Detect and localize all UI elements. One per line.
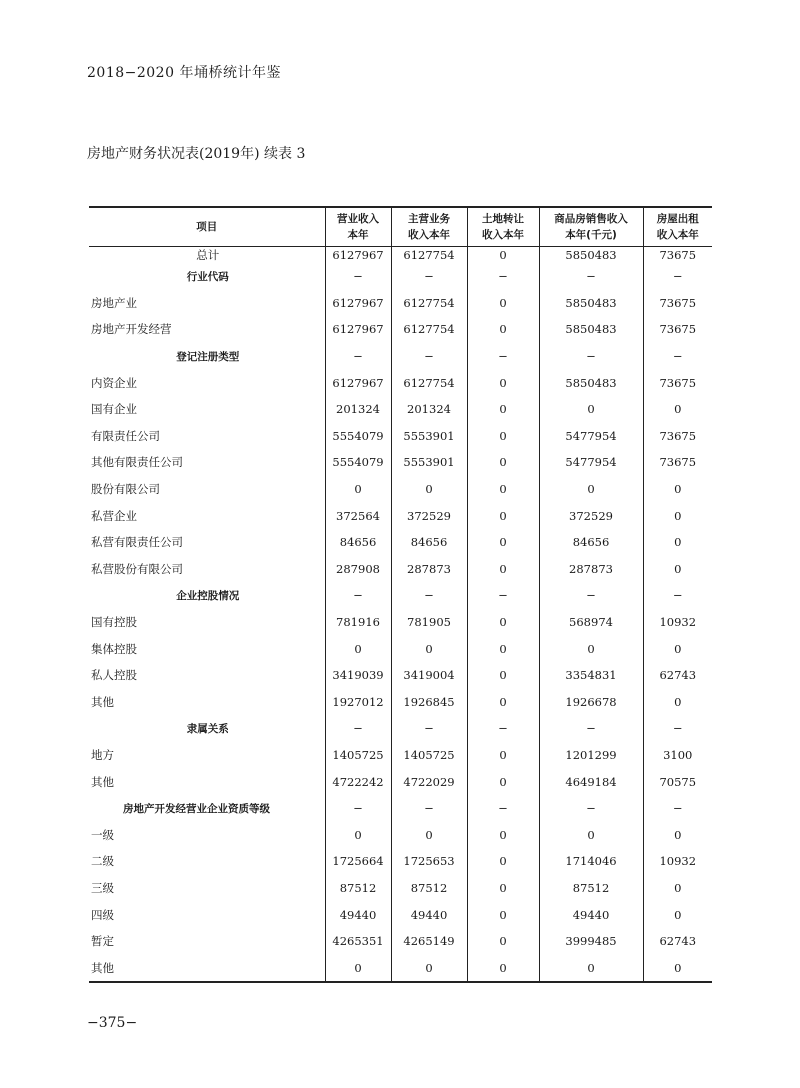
table-cell: 0: [325, 635, 391, 662]
table-cell: 4722242: [325, 768, 391, 795]
table-cell: −: [539, 715, 643, 742]
table-cell: 5850483: [539, 316, 643, 343]
table-row: [89, 476, 712, 503]
table-cell: −: [391, 582, 467, 609]
table-cell: 49440: [391, 901, 467, 928]
table-cell: 0: [467, 689, 539, 716]
row-label: 隶属关系: [186, 722, 229, 735]
table-cell: 287908: [325, 556, 391, 583]
row-label: 总计: [196, 248, 220, 262]
table-header-row: [89, 207, 712, 247]
table-cell: 87512: [325, 875, 391, 902]
column-header-land-transfer-revenue: 土地转让 收入本年: [467, 207, 539, 247]
table-cell: 6127967: [325, 290, 391, 317]
table-cell: −: [539, 795, 643, 822]
column-header-main-business-revenue: 主营业务 收入本年: [391, 207, 467, 247]
table-cell: 4265351: [325, 928, 391, 955]
table-cell: 49440: [539, 901, 643, 928]
table-cell: 6127754: [391, 369, 467, 396]
table-cell: 201324: [391, 396, 467, 423]
table-cell: 87512: [539, 875, 643, 902]
column-header-operating-revenue: 营业收入 本年: [325, 207, 391, 247]
table-cell: 62743: [643, 928, 712, 955]
row-label: 地方: [91, 747, 114, 762]
table-cell: 10932: [643, 609, 712, 636]
table-cell: 0: [391, 476, 467, 503]
table-cell: 0: [467, 662, 539, 689]
table-cell: 0: [539, 476, 643, 503]
table-cell: 62743: [643, 662, 712, 689]
table-cell: 287873: [539, 556, 643, 583]
table-cell: 4722029: [391, 768, 467, 795]
table-row: [89, 582, 712, 609]
table-cell: 0: [643, 635, 712, 662]
table-row: [89, 609, 712, 636]
table-row: [89, 449, 712, 476]
table-cell: −: [539, 263, 643, 290]
table-cell: 5850483: [539, 290, 643, 317]
table-row: [89, 247, 712, 264]
table-cell: −: [467, 715, 539, 742]
table-cell: −: [391, 795, 467, 822]
table-cell: 0: [467, 529, 539, 556]
row-label: 二级: [91, 854, 114, 869]
table-row: [89, 556, 712, 583]
real-estate-finance-table: [89, 206, 712, 983]
table-cell: −: [539, 582, 643, 609]
table-cell: 0: [539, 821, 643, 848]
table-cell: 781916: [325, 609, 391, 636]
table-cell: 84656: [325, 529, 391, 556]
table-cell: 3999485: [539, 928, 643, 955]
table-cell: 1725653: [391, 848, 467, 875]
table-title: 房地产财务状况表(2019年) 续表 3: [87, 146, 306, 162]
table-cell: 0: [467, 768, 539, 795]
table-cell: 0: [467, 901, 539, 928]
table-cell: 0: [467, 875, 539, 902]
table-cell: 0: [467, 609, 539, 636]
table-row: [89, 423, 712, 450]
table-cell: −: [325, 795, 391, 822]
table-cell: −: [467, 263, 539, 290]
row-label: 国有企业: [91, 402, 137, 417]
table-cell: 6127754: [391, 247, 467, 264]
table-cell: 5554079: [325, 423, 391, 450]
data-table-container: [89, 206, 712, 983]
row-label: 内资企业: [91, 375, 137, 390]
table-cell: 0: [467, 742, 539, 769]
row-label: 其他: [91, 774, 114, 789]
table-cell: 0: [467, 247, 539, 264]
table-cell: 87512: [391, 875, 467, 902]
table-row: [89, 343, 712, 370]
row-label: 国有控股: [91, 615, 137, 630]
table-cell: 568974: [539, 609, 643, 636]
running-head: 2018−2020 年埇桥统计年鉴: [87, 65, 281, 81]
table-body: [89, 247, 712, 983]
table-cell: 10932: [643, 848, 712, 875]
table-row: [89, 928, 712, 955]
row-label: 集体控股: [91, 641, 137, 656]
table-cell: 287873: [391, 556, 467, 583]
table-cell: 6127967: [325, 247, 391, 264]
table-cell: 6127754: [391, 316, 467, 343]
table-row: [89, 263, 712, 290]
row-label: 三级: [91, 880, 114, 895]
row-label: 股份有限公司: [91, 482, 160, 497]
page-number: −375−: [87, 1015, 138, 1031]
table-row: [89, 689, 712, 716]
row-label: 行业代码: [186, 270, 229, 283]
table-cell: 3419004: [391, 662, 467, 689]
row-label: 房地产开发经营业企业资质等级: [123, 802, 270, 815]
table-cell: 0: [643, 875, 712, 902]
table-cell: 3419039: [325, 662, 391, 689]
table-cell: −: [325, 343, 391, 370]
row-label: 房地产业: [91, 295, 137, 310]
table-row: [89, 502, 712, 529]
table-cell: 73675: [643, 316, 712, 343]
table-cell: 0: [643, 476, 712, 503]
table-cell: −: [467, 582, 539, 609]
table-cell: −: [643, 343, 712, 370]
table-cell: 0: [325, 476, 391, 503]
row-label: 暂定: [91, 934, 114, 949]
table-cell: 0: [539, 396, 643, 423]
table-row: [89, 635, 712, 662]
table-cell: 0: [325, 821, 391, 848]
table-cell: 73675: [643, 290, 712, 317]
table-cell: 0: [467, 635, 539, 662]
row-label: 私人控股: [91, 668, 137, 683]
table-cell: 73675: [643, 247, 712, 264]
table-cell: 1927012: [325, 689, 391, 716]
row-label: 其他: [91, 694, 114, 709]
table-cell: 73675: [643, 423, 712, 450]
table-cell: 1405725: [325, 742, 391, 769]
table-row: [89, 662, 712, 689]
table-cell: 372564: [325, 502, 391, 529]
table-cell: 0: [467, 316, 539, 343]
column-header-item: 项目: [89, 207, 325, 247]
table-cell: 6127967: [325, 369, 391, 396]
table-cell: 84656: [391, 529, 467, 556]
table-cell: 1201299: [539, 742, 643, 769]
table-cell: 0: [643, 396, 712, 423]
table-row: [89, 795, 712, 822]
table-cell: 0: [391, 954, 467, 982]
table-cell: 372529: [391, 502, 467, 529]
table-cell: −: [643, 795, 712, 822]
table-row: [89, 768, 712, 795]
table-cell: 0: [643, 689, 712, 716]
table-row: [89, 290, 712, 317]
table-cell: −: [643, 582, 712, 609]
table-cell: 1714046: [539, 848, 643, 875]
table-cell: −: [643, 715, 712, 742]
table-cell: −: [467, 343, 539, 370]
table-cell: 0: [643, 502, 712, 529]
table-row: [89, 529, 712, 556]
table-cell: 3354831: [539, 662, 643, 689]
table-cell: −: [325, 715, 391, 742]
table-row: [89, 875, 712, 902]
table-cell: 0: [643, 529, 712, 556]
table-cell: 6127967: [325, 316, 391, 343]
table-cell: 5477954: [539, 423, 643, 450]
table-cell: 1926678: [539, 689, 643, 716]
table-cell: 0: [391, 635, 467, 662]
table-cell: 0: [643, 556, 712, 583]
table-cell: 1725664: [325, 848, 391, 875]
table-cell: −: [325, 582, 391, 609]
table-cell: −: [325, 263, 391, 290]
table-cell: 84656: [539, 529, 643, 556]
table-cell: 0: [467, 821, 539, 848]
row-label: 一级: [91, 827, 114, 842]
table-cell: 0: [467, 396, 539, 423]
column-header-commodity-housing-sales: 商品房销售收入 本年(千元): [539, 207, 643, 247]
table-cell: 0: [467, 476, 539, 503]
table-row: [89, 901, 712, 928]
table-cell: 201324: [325, 396, 391, 423]
table-cell: 73675: [643, 449, 712, 476]
column-header-rental-revenue: 房屋出租 收入本年: [643, 207, 712, 247]
table-cell: 4265149: [391, 928, 467, 955]
table-cell: 49440: [325, 901, 391, 928]
table-cell: 0: [539, 635, 643, 662]
table-cell: 5553901: [391, 449, 467, 476]
table-cell: 0: [325, 954, 391, 982]
table-cell: 5477954: [539, 449, 643, 476]
row-label: 私营企业: [91, 508, 137, 523]
table-cell: −: [539, 343, 643, 370]
table-cell: −: [643, 263, 712, 290]
table-cell: 0: [467, 928, 539, 955]
table-cell: −: [467, 795, 539, 822]
table-cell: 0: [467, 954, 539, 982]
table-cell: 3100: [643, 742, 712, 769]
row-label: 私营有限责任公司: [91, 535, 183, 550]
table-cell: 4649184: [539, 768, 643, 795]
table-row: [89, 848, 712, 875]
table-cell: 70575: [643, 768, 712, 795]
table-cell: 0: [467, 502, 539, 529]
table-cell: 5850483: [539, 247, 643, 264]
table-cell: 0: [467, 449, 539, 476]
row-label: 其他: [89, 954, 325, 982]
table-cell: 0: [539, 954, 643, 982]
table-cell: 73675: [643, 369, 712, 396]
table-row: [89, 821, 712, 848]
row-label: 有限责任公司: [91, 428, 160, 443]
row-label: 房地产开发经营: [91, 322, 172, 337]
row-label: 其他有限责任公司: [91, 455, 183, 470]
row-label: 私营股份有限公司: [91, 561, 183, 576]
row-label: 企业控股情况: [176, 589, 240, 602]
table-row: [89, 715, 712, 742]
table-row: [89, 316, 712, 343]
table-cell: 5554079: [325, 449, 391, 476]
table-cell: 5553901: [391, 423, 467, 450]
table-cell: 0: [467, 290, 539, 317]
table-cell: 1405725: [391, 742, 467, 769]
table-row: [89, 396, 712, 423]
table-cell: 781905: [391, 609, 467, 636]
table-cell: 1926845: [391, 689, 467, 716]
table-cell: 0: [467, 556, 539, 583]
table-cell: 372529: [539, 502, 643, 529]
table-row: [89, 954, 712, 982]
table-cell: −: [391, 263, 467, 290]
table-cell: 0: [643, 821, 712, 848]
table-cell: 0: [643, 901, 712, 928]
table-cell: 0: [643, 954, 712, 982]
table-row: [89, 742, 712, 769]
table-cell: 5850483: [539, 369, 643, 396]
table-cell: 0: [391, 821, 467, 848]
table-cell: −: [391, 343, 467, 370]
table-cell: 0: [467, 423, 539, 450]
table-row: [89, 369, 712, 396]
table-cell: 0: [467, 848, 539, 875]
table-cell: −: [391, 715, 467, 742]
table-cell: 6127754: [391, 290, 467, 317]
table-cell: 0: [467, 369, 539, 396]
row-label: 登记注册类型: [176, 350, 240, 363]
row-label: 四级: [91, 907, 114, 922]
